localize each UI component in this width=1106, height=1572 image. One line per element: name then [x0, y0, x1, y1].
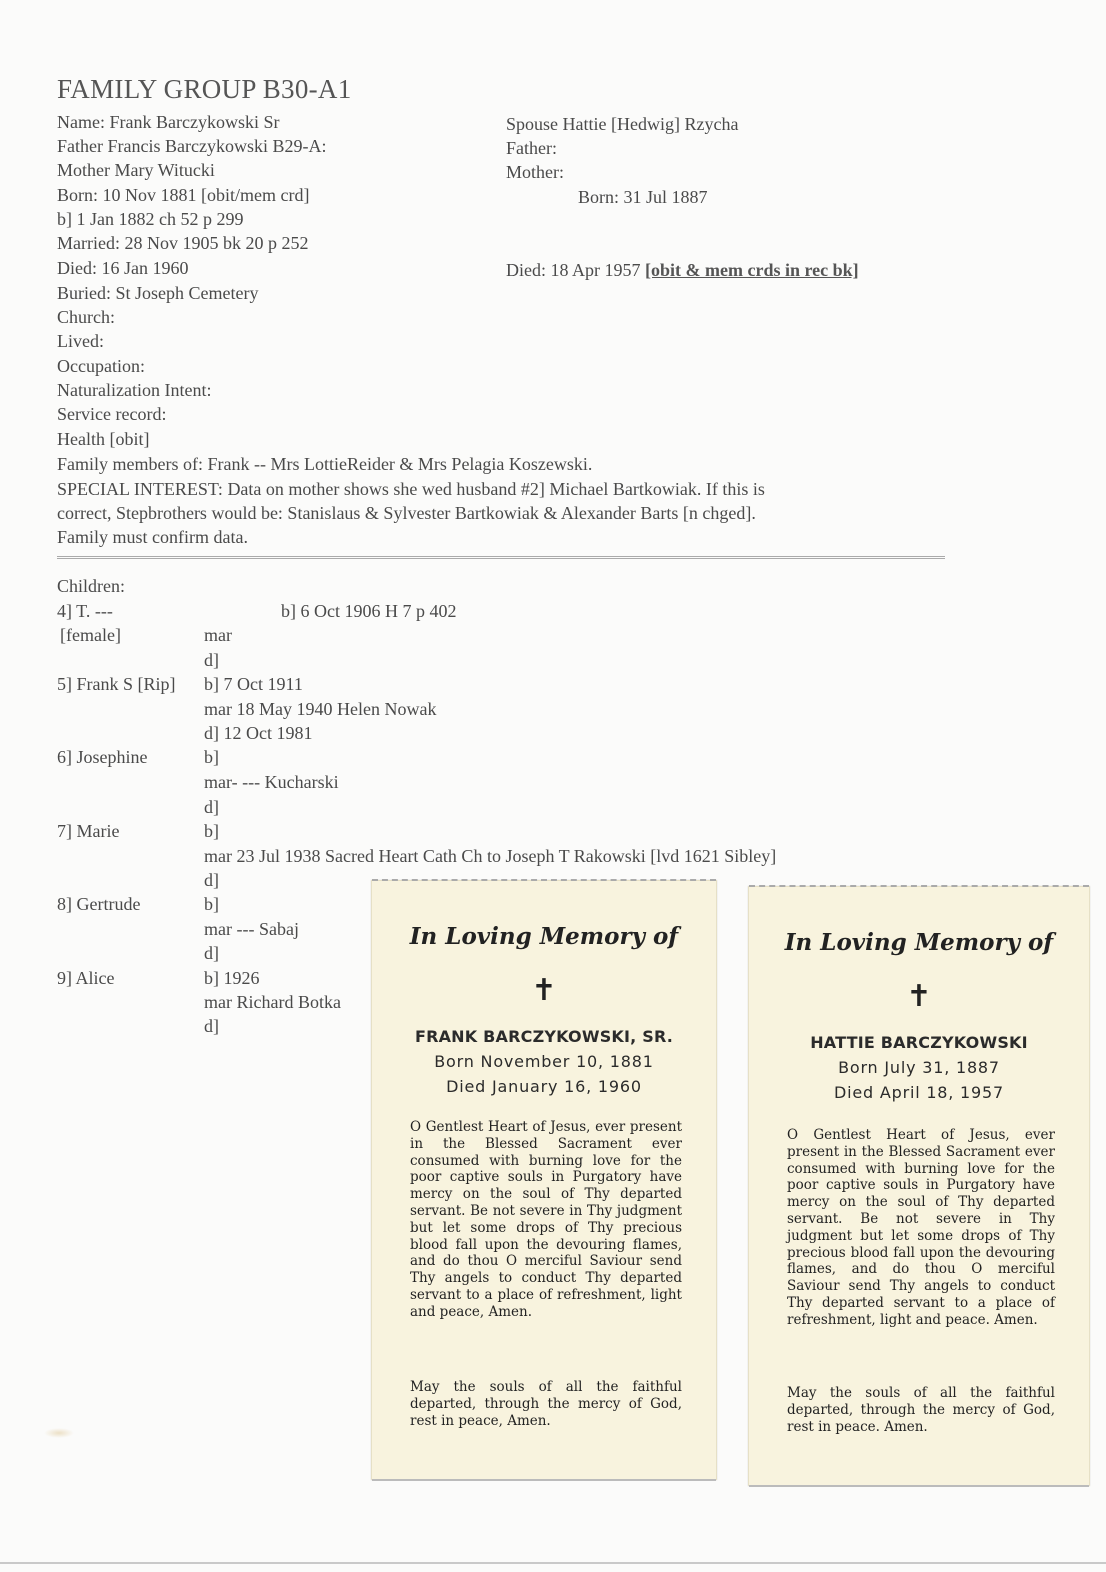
- field-confirm: Family must confirm data.: [57, 527, 248, 547]
- paper-smudge: [44, 1428, 74, 1438]
- memorial-card-frank: [371, 880, 717, 1480]
- cross-icon: ✝: [531, 973, 557, 1008]
- memorial-card-hattie: [748, 886, 1090, 1486]
- child-detail: b]: [204, 821, 219, 841]
- card-born: Born July 31, 1887: [838, 1058, 1000, 1077]
- card-edge: [749, 885, 1089, 890]
- field-church: Church:: [57, 307, 115, 327]
- card-died: Died January 16, 1960: [446, 1077, 642, 1096]
- field-father: Father Francis Barczykowski B29-A:: [57, 136, 327, 156]
- child-name: 8] Gertrude: [57, 894, 141, 914]
- child-detail: d]: [204, 943, 219, 963]
- field-married: Married: 28 Nov 1905 bk 20 p 252: [57, 233, 309, 253]
- child-detail: d] 12 Oct 1981: [204, 723, 313, 743]
- child-detail: b]: [204, 747, 219, 767]
- child-detail: b] 7 Oct 1911: [204, 674, 303, 694]
- child-name: 4] T. ---: [57, 601, 113, 621]
- field-died: Died: 16 Jan 1960: [57, 258, 189, 278]
- card-edge: [372, 879, 716, 884]
- child-detail: mar 23 Jul 1938 Sacred Heart Cath Ch to Joseph T Rakowski [lvd 1621 Sibley]: [204, 846, 777, 866]
- child-detail: mar Richard Botka: [204, 992, 341, 1012]
- child-detail: d]: [204, 797, 219, 817]
- field-service-record: Service record:: [57, 404, 167, 424]
- card-name: HATTIE BARCZYKOWSKI: [810, 1033, 1028, 1052]
- card-heading: In Loving Memory of: [409, 923, 679, 950]
- field-family-members: Family members of: Frank -- Mrs LottieReider & Mrs Pelagia Koszewski.: [57, 454, 593, 474]
- spouse-died-note: [obit & mem crds in rec bk]: [645, 260, 859, 280]
- spouse-died: [506, 258, 859, 282]
- spouse-born: Born: 31 Jul 1887: [578, 187, 708, 207]
- card-closing: May the souls of all the faithful departed, through the mercy of God, rest in peace, Amen.: [410, 1379, 682, 1429]
- card-prayer: O Gentlest Heart of Jesus, ever present in the Blessed Sacrament ever consumed with burning love for the poor captive souls in Purgatory have mercy on the soul of Thy departed servant. Be not severe in Thy judgment but let some drops of Thy precious blood fall upon the devouring flames, and do thou O merciful Saviour send Thy angels to conduct Thy departed servant to a place of refreshment, light and peace, Amen.: [410, 1119, 682, 1320]
- field-occupation: Occupation:: [57, 356, 145, 376]
- card-died: Died April 18, 1957: [834, 1083, 1004, 1102]
- card-prayer: O Gentlest Heart of Jesus, ever present in the Blessed Sacrament ever consumed with burning love for the poor captive souls in Purgatory have mercy on the soul of Thy departed servant. Be not severe in Thy judgment but let some drops of Thy precious blood fall upon the devouring flames, and do thou O merciful Saviour send Thy angels to conduct Thy departed servant to a place of refreshment, light and peace. Amen.: [787, 1127, 1055, 1328]
- page-bottom-edge: [0, 1562, 1106, 1564]
- child-detail: mar: [204, 625, 232, 645]
- child-name: 6] Josephine: [57, 747, 148, 767]
- field-baptism: b] 1 Jan 1882 ch 52 p 299: [57, 209, 244, 229]
- child-detail: mar- --- Kucharski: [204, 772, 339, 792]
- field-special-interest-cont: correct, Stepbrothers would be: Stanislaus & Sylvester Bartkowiak & Alexander Barts [n chged].: [57, 503, 756, 523]
- child-detail: b] 6 Oct 1906 H 7 p 402: [281, 601, 457, 621]
- spouse-father: Father:: [506, 138, 557, 158]
- field-mother: Mother Mary Witucki: [57, 160, 215, 180]
- family-group-title: FAMILY GROUP B30-A1: [57, 74, 352, 104]
- child-name: 7] Marie: [57, 821, 120, 841]
- child-detail: mar --- Sabaj: [204, 919, 299, 939]
- field-health: Health [obit]: [57, 429, 150, 449]
- section-divider: [57, 556, 945, 561]
- child-detail: d]: [204, 870, 219, 890]
- card-born: Born November 10, 1881: [434, 1052, 654, 1071]
- child-detail: d]: [204, 650, 219, 670]
- card-heading: In Loving Memory of: [784, 929, 1054, 956]
- spouse-mother: Mother:: [506, 162, 564, 182]
- field-special-interest: SPECIAL INTEREST: Data on mother shows she wed husband #2] Michael Bartkowiak. If this is: [57, 479, 765, 499]
- child-name: [female]: [60, 625, 121, 645]
- child-detail: b] 1926: [204, 968, 260, 988]
- children-label: Children:: [57, 576, 125, 596]
- card-edge: [372, 1477, 716, 1481]
- card-name: FRANK BARCZYKOWSKI, SR.: [414, 1027, 674, 1046]
- field-buried: Buried: St Joseph Cemetery: [57, 283, 259, 303]
- child-detail: mar 18 May 1940 Helen Nowak: [204, 699, 437, 719]
- child-detail: b]: [204, 894, 219, 914]
- field-lived: Lived:: [57, 331, 104, 351]
- field-born: Born: 10 Nov 1881 [obit/mem crd]: [57, 185, 310, 205]
- field-naturalization: Naturalization Intent:: [57, 380, 212, 400]
- child-name: 5] Frank S [Rip]: [57, 674, 176, 694]
- cross-icon: ✝: [906, 979, 932, 1014]
- card-edge: [749, 1483, 1089, 1487]
- child-detail: d]: [204, 1016, 219, 1036]
- card-closing: May the souls of all the faithful departed, through the mercy of God, rest in peace. Amen.: [787, 1385, 1055, 1435]
- field-name: Name: Frank Barczykowski Sr: [57, 112, 280, 132]
- spouse-died-date: Died: 18 Apr 1957: [506, 260, 645, 280]
- child-name: 9] Alice: [57, 968, 115, 988]
- spouse-name: Spouse Hattie [Hedwig] Rzycha: [506, 114, 739, 134]
